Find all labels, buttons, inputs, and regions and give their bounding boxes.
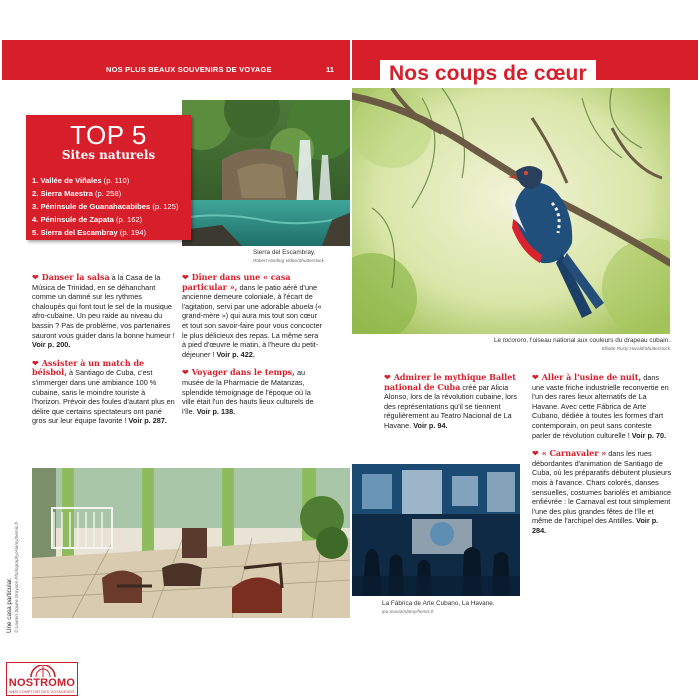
- section-title: Nos coups de cœur: [389, 62, 587, 85]
- entry-usine: ❤ Aller à l'usine de nuit, dans une vaste friche industrielle reconvertie en l'un des rares lieux alternatifs de La Havane. Avec cette Fábrica de Arte Cubano, dédiée à toutes les formes d'art contemporain, on peut sans conteste parler de révolution culturelle ! Voir p. 70.: [532, 372, 669, 440]
- entry-temps: ❤ Voyager dans le temps, au musée de la Pharmacie de Matanzas, splendide témoignage de l'époque où la ville était l'un des hauts lieux culturels de l'île. Voir p. 138.: [182, 367, 314, 416]
- heart-icon: ❤: [32, 358, 39, 368]
- text-column-1: [32, 273, 176, 435]
- bird-credit: Elliotte Rusty Harold/Shutterstock: [601, 346, 670, 351]
- top5-item: 1. Vallée de Viñales (p. 110): [32, 176, 130, 185]
- fabrica-caption: [382, 600, 552, 616]
- waterfall-credit: Robert Harding Video/Shutterstock: [253, 258, 324, 263]
- top5-title: TOP 5: [70, 120, 147, 150]
- waterfall-photo: [182, 100, 350, 246]
- entry-salsa: ❤ Danser la salsa à la Casa de la Música de Trinidad, en se déhanchant comme un damné sur les rythmes chaloupés qui font tout le sel de la musique afro-cubaine. Un peu raide au niveau du bassin ? Pas de problème, vos partenaires sauront vous guider dans la bonne humeur ! Voir p. 200.: [32, 272, 175, 350]
- top5-subtitle: Sites naturels: [61, 148, 156, 162]
- patio-credit: © Lauren Squire Grayson Photography/Alamy/hemis.fr: [14, 521, 19, 633]
- patio-caption: [6, 522, 20, 633]
- entry-ballet: ❤ Admirer le mythique Ballet national de Cuba créé par Alicia Alonso, lors de la révolution cubaine, lors des représentations qu'il se tiennent régulièrement au Teatro Nacional de La Havane. Voir p. 94.: [384, 372, 518, 430]
- nostromo-logo: [6, 662, 78, 696]
- header-band: [2, 40, 350, 80]
- left-page: [2, 40, 350, 638]
- running-head: NOS PLUS BEAUX SOUVENIRS DE VOYAGE: [106, 65, 272, 74]
- bird-photo: [352, 88, 670, 334]
- top5-box: [26, 115, 191, 240]
- fabrica-credit: Ipa musta/Alamy/hemis.fr: [382, 609, 434, 614]
- heart-icon: ❤: [532, 373, 539, 382]
- globe-arch-icon: [29, 665, 57, 677]
- waterfall-caption-text: Sierra del Escambray.: [253, 249, 316, 256]
- text-column-4: [532, 373, 672, 545]
- heart-icon: ❤: [32, 273, 39, 282]
- text-column-2: [182, 273, 324, 425]
- top5-item: 2. Sierra Maestra (p. 258): [32, 189, 122, 198]
- text-column-3: [384, 373, 518, 440]
- logo-name: NOSTROMO: [8, 677, 76, 689]
- section-title-box: [380, 60, 596, 88]
- right-page: [352, 40, 698, 638]
- logo-tagline: WEB COMPTOIR DES VOYAGEURS: [9, 690, 75, 694]
- top5-list: [32, 174, 185, 239]
- patio-photo: [32, 468, 350, 618]
- entry-carnaval: ❤ « Carnavaler » dans les rues débordantes d'animation de Santiago de Cuba, où les préparatifs débutent plusieurs mois à l'avance. Chars colorés, danses sensuelles, costumes bariolés et ambiance enfiévrée : le Carnaval est tout simplement l'une des plus grandes fêtes de l'île et même de l'archipel des Antilles. Voir p. 284.: [532, 448, 672, 535]
- top5-item: 5. Sierra del Escambray (p. 194): [32, 228, 147, 237]
- bird-caption-text: Le tocororo, l'oiseau national aux couleurs du drapeau cubain.: [493, 337, 670, 344]
- entry-casa: ❤ Dîner dans une « casa particular », dans le patio aéré d'une ancienne demeure coloniale, à l'écart de l'agitation, servi par une adorable abuela (« grand-mère ») qui aura mis tout son cœur et tout son savoir-faire pour vous concocter le plus délicieux des repas. La même sera à pied d'œuvre le matin, à l'heure du petit-déjeuner ! Voir p. 422.: [182, 272, 322, 359]
- heart-icon: ❤: [182, 273, 189, 282]
- entry-beisbol: ❤ Assister à un match de béisbol, à Santiago de Cuba, c'est s'immerger dans une ambiance 100 % cubaine, sans le moindre touriste à l'horizon. Prévoir des foules d'autant plus en délire que certains spectateurs ont parié gros sur leur équipe favorite ! Voir p. 287.: [32, 357, 175, 426]
- fabrica-photo: [352, 464, 520, 596]
- heart-icon: ❤: [182, 368, 189, 378]
- top5-item: 3. Péninsule de Guanahacabibes (p. 125): [32, 202, 179, 211]
- heart-icon: ❤: [532, 449, 539, 459]
- heart-icon: ❤: [384, 373, 391, 382]
- patio-caption-text: Une casa particular.: [6, 577, 13, 633]
- page-number: 11: [326, 65, 334, 74]
- top5-item: 4. Péninsule de Zapata (p. 162): [32, 215, 143, 224]
- bird-caption: [464, 337, 670, 353]
- waterfall-caption: [253, 249, 324, 265]
- fabrica-caption-text: La Fábrica de Arte Cubano, La Havane.: [382, 600, 495, 607]
